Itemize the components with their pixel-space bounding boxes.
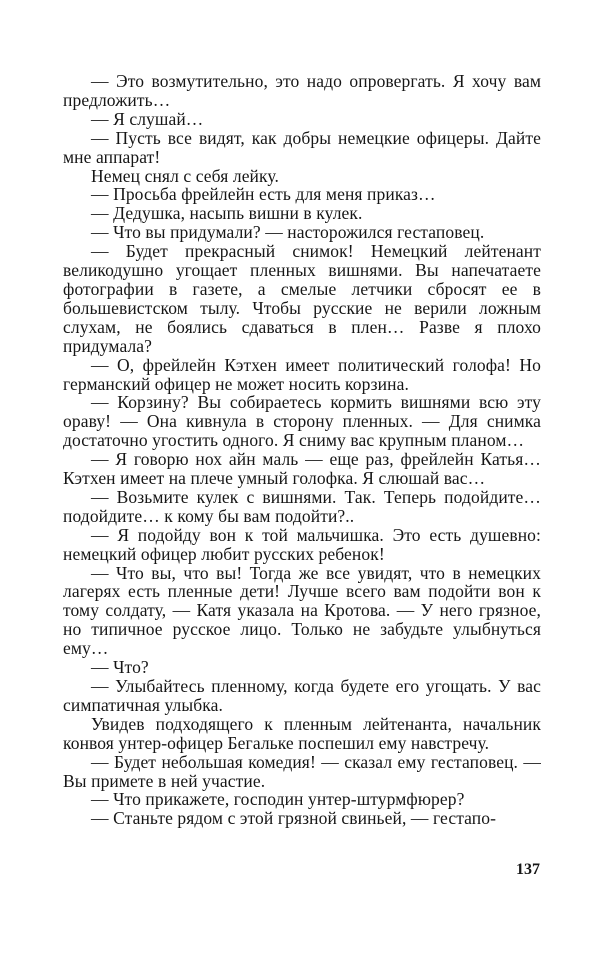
paragraph-4: Немец снял с себя лейку. [91, 165, 279, 186]
paragraph-16: — Улыбайтесь пленному, когда будете его угощать. У вас симпатичная улыбка. [63, 676, 541, 715]
paragraph-1: — Это возмутительно, это надо опровергать. Я хочу вам предложить… [63, 71, 541, 110]
paragraph-19: — Что прикажете, господин унтер-штурмфюрер? [91, 789, 465, 810]
paragraph-11: — Я говорю нох айн маль — еще раз, фрейлейн Катья… Кэтхен имеет на плече умный голофка. Я слюшай вас… [63, 449, 541, 489]
paragraph-12: — Возьмите кулек с вишнями. Так. Теперь подойдите… подойдите… к кому бы вам подойти?.. [63, 486, 541, 526]
paragraph-3: — Пусть все видят, как добры немецкие офицеры. Дайте мне аппарат! [63, 127, 541, 167]
paragraph-15: — Что? [91, 657, 149, 678]
paragraph-9: — О, фрейлейн Кэтхен имеет политический голофа! Но германский офицер не может носить корзина. [63, 354, 541, 394]
paragraph-13: — Я подойду вон к той мальчишка. Это есть душевно: немецкий офицер любит русских ребенок! [63, 524, 541, 564]
paragraph-14: — Что вы, что вы! Тогда же все увидят, что в немецких лагерях есть пленные дети! Лучше всего вам подойти вон к тому солдату, — Катя указала на Кротова. — У него грязное, но типичное русское лицо. Только не забудьте улыбнуться ему… [63, 562, 541, 659]
paragraph-2: — Я слушай… [91, 108, 204, 129]
page-number: 137 [516, 861, 540, 878]
paragraph-17: Увидев подходящего к пленным лейтенанта, начальник конвоя унтер-офицер Бегальке поспешил ему навстречу. [63, 713, 541, 753]
paragraph-10: — Корзину? Вы собираетесь кормить вишнями всю эту ораву! — Она кивнула в сторону пленных. — Для снимка достаточно угостить одного. Я сниму вас крупным планом… [63, 392, 541, 451]
paragraph-8: — Будет прекрасный снимок! Немецкий лейтенант великодушно угощает пленных вишнями. Вы напечатаете фотографии в газете, а смелые летчики сбросят ее в большевистском тылу. Чтобы русские не верили ложным слухам, не боялись сдаваться в плен… Разве я плохо придумала? [63, 241, 541, 356]
paragraph-7: — Что вы придумали? — насторожился гестаповец. [91, 222, 485, 243]
paragraph-6: — Дедушка, насыпь вишни в кулек. [91, 203, 363, 224]
paragraph-18: — Будет небольшая комедия! — сказал ему гестаповец. — Вы примете в ней участие. [63, 751, 541, 791]
page-text [63, 72, 541, 828]
paragraph-5: — Просьба фрейлейн есть для меня приказ… [91, 184, 436, 205]
paragraph-20: — Станьте рядом с этой грязной свиньей, — гестапо- [91, 808, 497, 829]
